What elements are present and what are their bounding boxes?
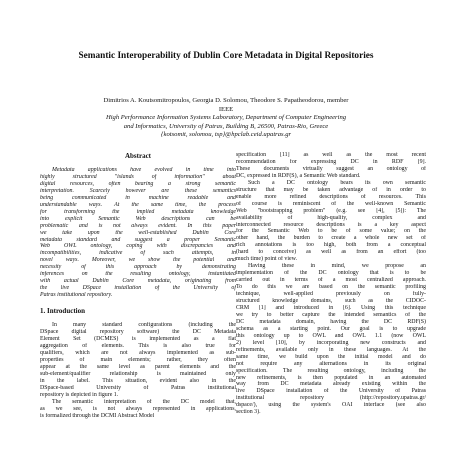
text-line: live DSpace installation of the University of Patras (236, 388, 426, 395)
text-line: the live DSpace installation of the University of (40, 285, 236, 292)
text-line: To do this we are based on the semantic profiling (236, 284, 426, 291)
paragraph (40, 399, 236, 420)
text-line: for the Semantic Web to be of some value; on the (236, 228, 426, 235)
text-line: this ontology up to OWL and OWL 1.1 (now OWL (236, 332, 426, 339)
text-line: specification [11] as well as the most recent (236, 152, 426, 158)
author-emails: {kotsomit, solomou, tsp}@hpclab.ceid.upatras.gr (160, 131, 292, 139)
text-line: rich annotations is too high, both from a conceptual (236, 242, 426, 249)
left-column (40, 152, 236, 419)
text-line: is formalized through the DCMI Abstract Model (40, 412, 155, 419)
text-line: refinements, available only in these languages. At the (236, 346, 426, 353)
text-line: much time) point of view. (236, 256, 297, 263)
text-line: enable more refined descriptions of resources. This (236, 193, 426, 200)
text-line: availability of high-quality, complex and (236, 214, 426, 221)
text-line: incompatibilities, indicative of such attempts, in (40, 250, 236, 257)
text-line: inferences on the resulting ontology, instantiated (40, 271, 236, 278)
text-line: specification. The resulting ontology, including the (236, 367, 426, 374)
text-line: other hand, the burden to create a whole new set of (236, 235, 426, 242)
abstract-heading: Abstract (124, 152, 152, 160)
text-line: problematic and is not always evident. In this paper (40, 222, 236, 229)
text-line: recommendation for expressing DC in RDF [9]. (236, 158, 426, 165)
text-line: aggregation of elements. This is also true for (40, 342, 236, 349)
text-line: interconnected resource descriptions is a key aspect (236, 221, 426, 228)
text-line: DSpace digital repository software) the DC Metadata (40, 329, 236, 336)
text-line: digital resources, often bearing a strong semantic (40, 180, 236, 187)
author-names: Dimitrios A. Koutsomitropoulos, Georgia D. Solomou, Theodore S. Papatheodorou, member (103, 97, 349, 104)
right-column (236, 152, 426, 416)
text-line: for transforming the implied metadata knowledge (40, 208, 236, 215)
text-line: (hard to conceive) as well as from an effort (too (236, 249, 426, 256)
text-line: metadata standard and suggest a proper Semantic (40, 236, 236, 243)
text-line: as we see, is not always represented in applications, (40, 405, 236, 412)
text-line: 2) level [10], by incorporating new constructs and (236, 339, 426, 346)
text-line: The semantic interpretation of the DC model that, (52, 398, 236, 405)
text-line: DSpace-based University of Patras institutional (40, 384, 236, 391)
text-line: new refinements, is then populated in an automated (236, 374, 426, 381)
text-line: schema as a starting point. Our goal is to upgrade (236, 325, 426, 332)
text-line: technique, well-applied previously on fully- (236, 291, 426, 298)
text-line: Metadata applications have evolved in time into (52, 167, 236, 173)
text-line: appear at the same level as parent elements and the (40, 363, 236, 370)
text-line: In many standard configurations (including the (52, 322, 236, 329)
paragraph (40, 322, 236, 398)
text-line: Web OWL ontology, coping with discrepancies and (40, 243, 236, 250)
text-line: structure that may be taken advantage of in order to (236, 186, 426, 193)
text-line: Having these in mind, we propose an (248, 263, 426, 270)
author-affiliation-line-1: High Performance Information Systems Laboratory, Department of Computer Engineering (105, 114, 347, 122)
text-line: qualifiers, which are not always implemented as sub- (40, 349, 236, 356)
text-line: understandable ways. At the same time, the process (40, 201, 236, 208)
abstract-body (40, 167, 236, 299)
text-line: way from DC metadata already existing within the (236, 381, 426, 388)
text-line: carried out in terms of a most centralized approach. (236, 277, 426, 284)
text-line: interpretation. Scarcely however are these semantics (40, 187, 236, 194)
text-line: not require any alternations in its original (236, 360, 426, 367)
text-line: novel ways. Moreover, we show the potential and (40, 257, 236, 264)
text-line: same time, we build upon the initial model and do (236, 353, 426, 360)
text-line: institutional repository (http://repository.upatras.gr/ (236, 395, 426, 402)
text-line: Element Set (DCMES) is implemented as a flat (40, 336, 236, 343)
paragraph (236, 263, 426, 416)
text-line: section 3). (236, 409, 261, 416)
text-line: dspace/), using the system's OAI interface (see also (236, 402, 426, 409)
text-line: in the label. This situation, evident also in the (40, 377, 236, 384)
text-line: repository is depicted in figure 1. (40, 391, 119, 398)
text-line: highly structured "islands of information" about (40, 173, 236, 180)
author-block (24, 97, 428, 140)
text-line: sub-element/qualifier relationship is maintained only (40, 370, 236, 377)
text-line: Such a DC ontology bears its own semantic (248, 179, 426, 186)
text-line: we try to better capture the intended semantics of the (236, 311, 426, 318)
paragraph (236, 152, 426, 180)
text-line: necessity of this approach by demonstrating (40, 264, 236, 271)
text-line: implementation of the DC ontology that is to be (236, 270, 426, 277)
text-line: properties of main elements; rather, they often (40, 356, 236, 363)
paper-title: Semantic Interoperability of Dublin Core Metadata in Digital Repositories (78, 51, 374, 61)
text-line: DC, expressed in RDF(S), a Semantic Web standard. (236, 172, 361, 179)
text-line: CRM [1] and introduced in [6]. Using this technique (236, 304, 426, 311)
introduction-body (40, 322, 236, 419)
introduction-heading: 1. Introduction (40, 307, 85, 316)
text-line: being communicated in machine readable and (40, 194, 236, 201)
paragraph (236, 180, 426, 263)
text-line: Web "bootstrapping problem" (e.g. see [4], [5]): The (236, 207, 426, 214)
author-membership: IEEE (218, 105, 234, 113)
text-line: structured knowledge domains, such as the CIDOC- (236, 298, 426, 305)
text-line: Patras institutional repository. (40, 292, 113, 299)
text-line: into explicit Semantic Web descriptions can be (40, 215, 236, 222)
text-line: of course is reminiscent of the well-known Semantic (236, 200, 426, 207)
text-line: DC metadata domain, having the DC RDF(S) (236, 318, 426, 325)
author-affiliation-line-2: and Informatics, University of Patras, Building B, 26500, Patras-Rio, Greece (123, 122, 329, 130)
text-line: with actual Dublin Core metadata, originating from (40, 278, 236, 285)
text-line: we take upon the well-established Dublin Core (40, 229, 236, 236)
text-line: These documents virtually suggest an ontology of (236, 165, 426, 172)
